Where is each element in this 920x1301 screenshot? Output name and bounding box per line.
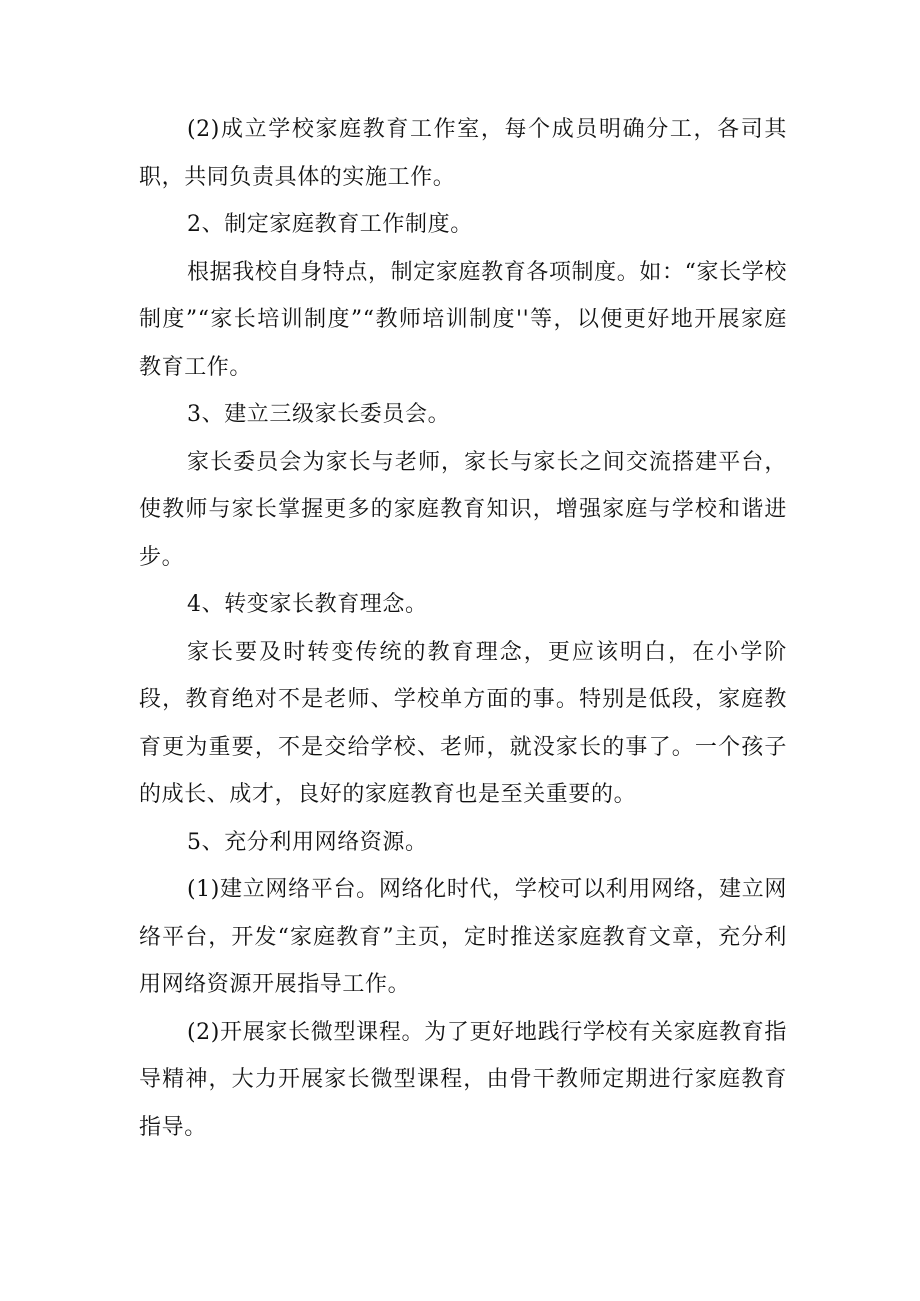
section-heading-2: 2、制定家庭教育工作制度。 bbox=[187, 212, 473, 237]
paragraph-2: 根据我校自身特点，制定家庭教育各项制度。如：“家长学校制度”“家长培训制度”“教师培训制度''等，以便更好地开展家庭教育工作。 bbox=[139, 259, 787, 380]
paragraph-3: 家长委员会为家长与老师，家长与家长之间交流搭建平台，使教师与家长掌握更多的家庭教育知识，增强家庭与学校和谐进步。 bbox=[139, 449, 787, 570]
section-heading-5: 5、充分利用网络资源。 bbox=[187, 829, 428, 855]
paragraph-5: (1)建立网络平台。网络化时代，学校可以利用网络，建立网络平台，开发“家庭教育”主页，定时推送家庭教育文章，充分利用网络资源开展指导工作。 bbox=[139, 877, 787, 997]
paragraph-4: 家长要及时转变传统的教育理念，更应该明白，在小学阶段，教育绝对不是老师、学校单方面的事。特别是低段，家庭教育更为重要，不是交给学校、老师，就没家长的事了。一个孩子的成长、成才，良好的家庭教育也是至关重要的。 bbox=[139, 639, 787, 807]
paragraph-1: (2)成立学校家庭教育工作室，每个成员明确分工，各司其职，共同负责具体的实施工作。 bbox=[139, 117, 787, 190]
section-heading-3: 3、建立三级家长委员会。 bbox=[187, 402, 451, 427]
section-heading-4: 4、转变家长教育理念。 bbox=[187, 592, 428, 617]
paragraph-6: (2)开展家长微型课程。为了更好地践行学校有关家庭教育指导精神，大力开展家长微型课程，由骨干教师定期进行家庭教育指导。 bbox=[139, 1019, 787, 1140]
document-body bbox=[139, 106, 787, 1151]
